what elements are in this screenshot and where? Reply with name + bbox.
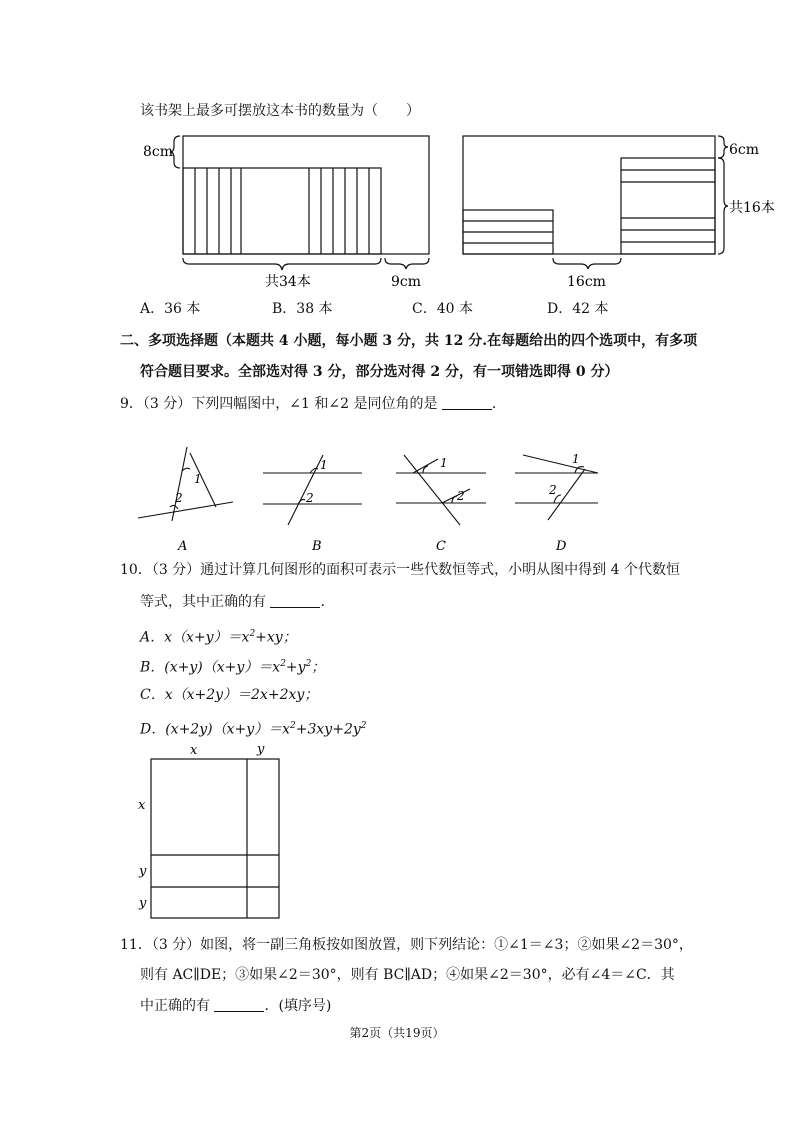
q10-label-top-x: x — [190, 743, 198, 758]
q11-stem-line1: 11．（3 分）如图，将一副三角板按如图放置，则下列结论：①∠1＝∠3；②如果∠2＝30°， — [120, 937, 693, 953]
q11-stem-line2: 则有 AC∥DE；③如果∠2＝30°，则有 BC∥AD；④如果∠2＝30°，必有∠4＝∠C．其 — [140, 967, 675, 983]
q9-answer-blank[interactable] — [442, 395, 492, 410]
q11-text: 中正确的有 — [140, 998, 210, 1014]
q10-text: 等式，其中正确的有 — [140, 594, 266, 610]
q10-a-prefix: A．x（x+y）＝x — [140, 629, 250, 646]
left-count-label: 共34本 — [265, 274, 311, 290]
q10-stem-line2 — [140, 592, 325, 612]
right-gap-label: 16cm — [567, 274, 606, 290]
q10-b-prefix: B．(x+y)（x+y）＝x — [140, 659, 281, 676]
q10-option-b — [140, 654, 325, 678]
q9-label-d: D — [556, 539, 567, 554]
q10-option-d — [140, 716, 367, 740]
q10-option-c: C．x（x+2y）＝2x+2xy； — [140, 687, 319, 703]
q8-option-c: C．40 本 — [412, 301, 473, 317]
q10-d-sup1: 2 — [290, 721, 296, 731]
q10-a-suffix: +xy； — [255, 629, 297, 646]
q9-figure-b — [263, 455, 362, 525]
q11-stem-line3 — [140, 996, 331, 1016]
q9-b-angle2: 2 — [306, 491, 314, 505]
q8-option-b: B．38 本 — [272, 301, 333, 317]
section2-heading-line2: 符合题目要求。全部选对得 3 分，部分选对得 2 分，有一项错选即得 0 分） — [140, 364, 619, 380]
q9-a-angle1: 1 — [194, 472, 202, 486]
q9-end: . — [491, 396, 497, 412]
q11-end: ．(填序号) — [264, 998, 332, 1014]
right-count-label: 共16本 — [729, 200, 775, 216]
q9-c-angle1: 1 — [440, 456, 448, 470]
q9-a-angle2: 2 — [175, 491, 183, 505]
q10-label-left-x: x — [138, 798, 146, 813]
q9-label-a: A — [178, 539, 188, 554]
q10-d-mid: +3xy+2y — [295, 721, 361, 738]
q10-label-left-y1: y — [139, 864, 147, 879]
q10-d-prefix: D．(x+2y)（x+y）＝x — [140, 721, 291, 738]
q10-label-top-y: y — [257, 742, 265, 757]
q10-b-sup1: 2 — [280, 659, 286, 669]
q10-area-figure — [132, 740, 292, 922]
q10-d-sup2: 2 — [360, 721, 367, 731]
q8-stem: 该书架上最多可摆放这本书的数量为（ ） — [140, 103, 420, 119]
q9-b-angle1: 1 — [320, 458, 328, 472]
q10-b-sup2: 2 — [305, 659, 312, 669]
q9-c-angle2: 2 — [457, 489, 465, 503]
q9-figure-a — [138, 447, 233, 521]
q9-stem — [120, 394, 496, 414]
q9-text: 9．（3 分）下列四幅图中，∠1 和∠2 是同位角的是 — [120, 396, 438, 412]
section2-heading-line1: 二、多项选择题（本题共 4 小题，每小题 3 分，共 12 分.在每题给出的四个选项中，有多项 — [120, 333, 698, 349]
q9-label-b: B — [312, 539, 322, 554]
q9-label-c: C — [436, 539, 446, 554]
q10-end: . — [320, 594, 325, 610]
left-top-gap-label: 8cm — [143, 144, 174, 160]
q8-option-a: A．36 本 — [140, 301, 201, 317]
right-top-gap-label: 6cm — [729, 142, 760, 158]
q10-b-suffix: ； — [311, 659, 326, 676]
left-gap-label: 9cm — [391, 274, 422, 290]
bookshelf-right-figure — [455, 128, 785, 293]
q10-option-a — [140, 624, 297, 648]
q8-option-d: D．42 本 — [547, 301, 609, 317]
bookshelf-left-figure — [135, 128, 445, 293]
page-footer: 第2页（共19页） — [349, 1026, 445, 1040]
q9-figures — [130, 445, 620, 560]
q10-label-left-y2: y — [139, 896, 147, 911]
q10-answer-blank[interactable] — [270, 593, 320, 608]
q9-d-angle2: 2 — [549, 483, 557, 497]
q10-a-sup: 2 — [249, 629, 256, 639]
q10-stem-line1: 10．（3 分）通过计算几何图形的面积可表示一些代数恒等式，小明从图中得到 4 个代数恒 — [120, 562, 680, 578]
q10-b-mid: +y — [285, 659, 306, 676]
q9-d-angle1: 1 — [572, 452, 580, 466]
q11-answer-blank[interactable] — [214, 997, 264, 1012]
